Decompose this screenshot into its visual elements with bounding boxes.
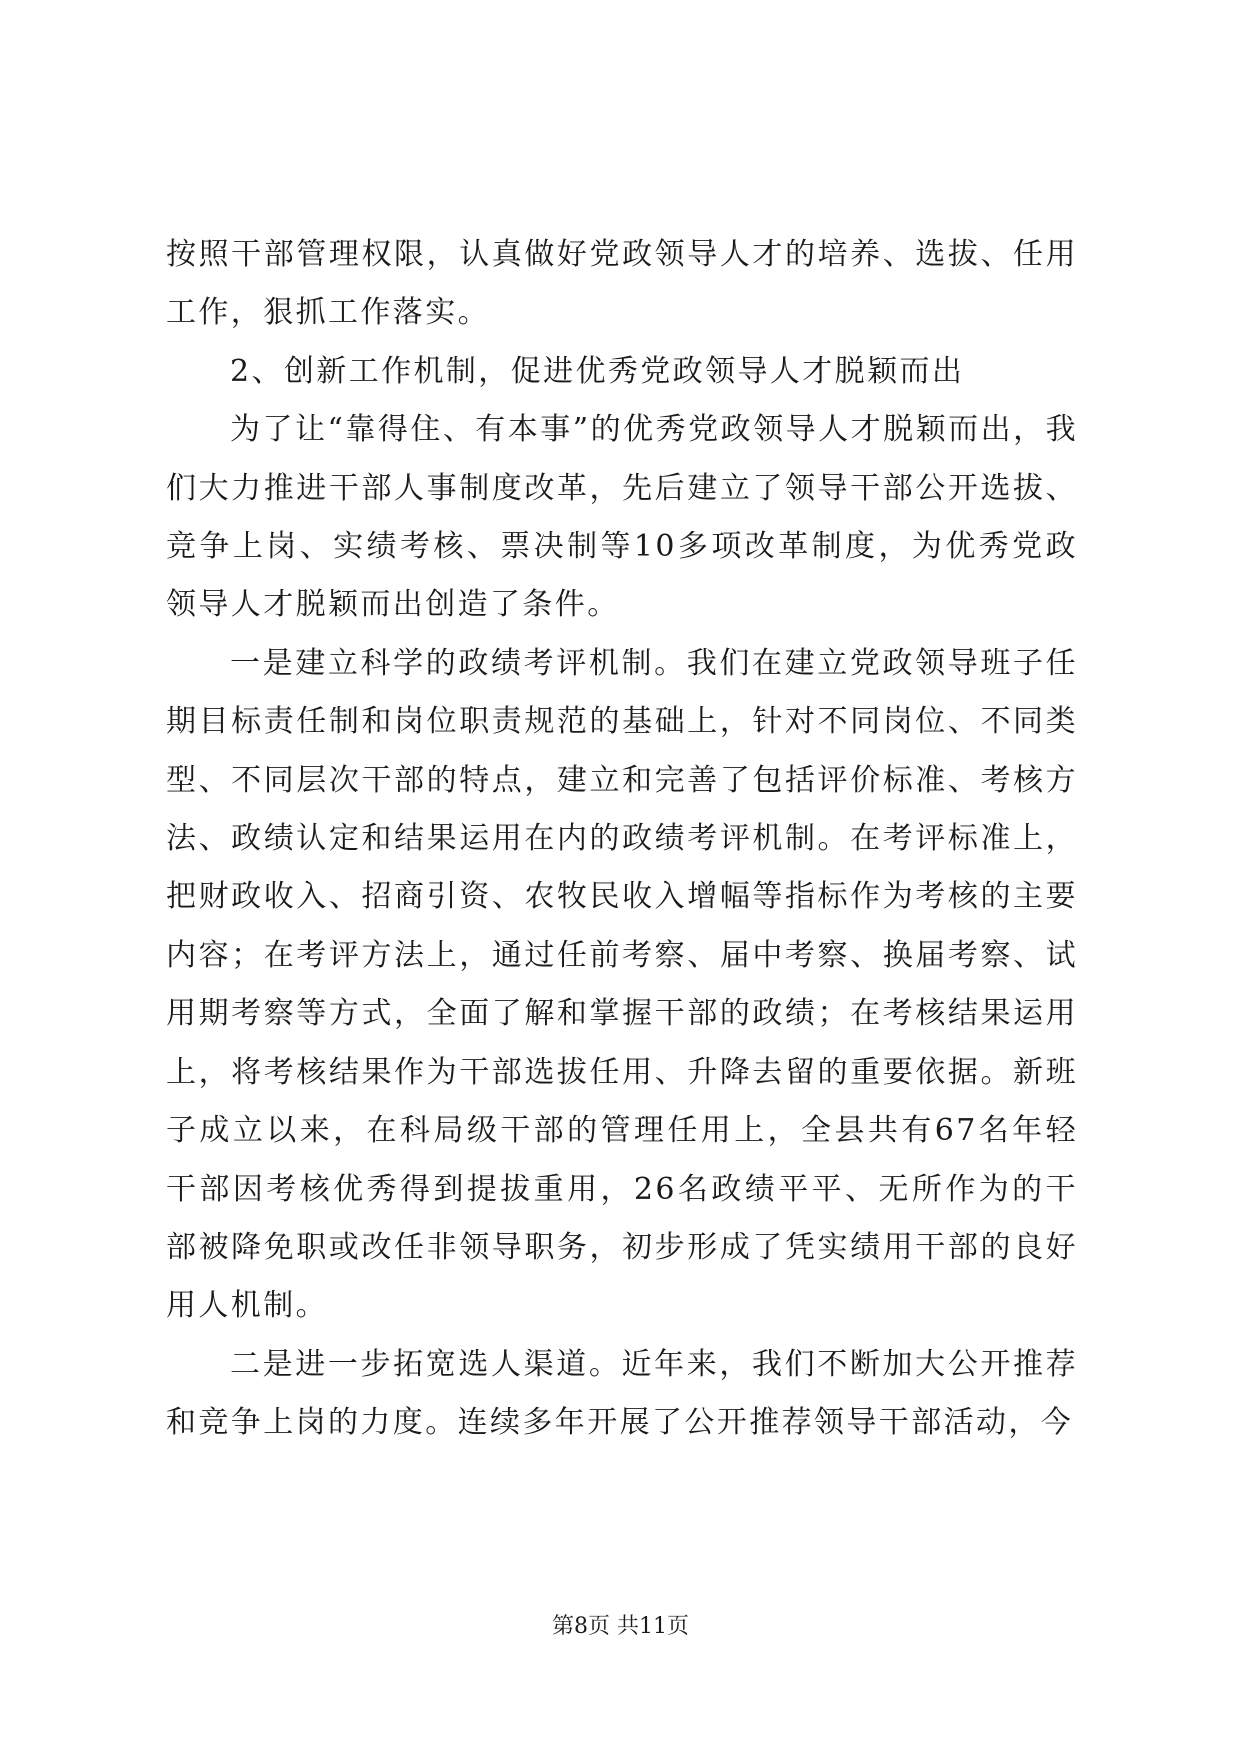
- section-heading: 2、创新工作机制，促进优秀党政领导人才脱颖而出: [230, 353, 965, 389]
- paragraph-performance-evaluation: 一是建立科学的政绩考评机制。我们在建立党政领导班子任期目标责任制和岗位职责规范的基础上，针对不同岗位、不同类型、不同层次干部的特点，建立和完善了包括评价标准、考核方法、政绩认定和结果运用在内的政绩考评机制。在考评标准上，把财政收入、招商引资、农牧民收入增幅等指标作为考核的主要内容；在考评方法上，通过任前考察、届中考察、换届考察、试用期考察等方式，全面了解和掌握干部的政绩；在考核结果运用上，将考核结果作为干部选拔任用、升降去留的重要依据。新班子成立以来，在科局级干部的管理任用上，全县共有67名年轻干部因考核优秀得到提拔重用，26名政绩平平、无所作为的干部被降免职或改任非领导职务，初步形成了凭实绩用干部的良好用人机制。: [166, 645, 1078, 1324]
- paragraph-continuation: 按照干部管理权限，认真做好党政领导人才的培养、选拔、任用工作，狠抓工作落实。: [166, 237, 1078, 331]
- page-number: 第8页 共11页: [552, 1614, 689, 1639]
- document-body: [166, 226, 1078, 1453]
- page-footer: [0, 1612, 1241, 1642]
- paragraph-selection-channels: 二是进一步拓宽选人渠道。近年来，我们不断加大公开推荐和竞争上岗的力度。连续多年开展了公开推荐领导干部活动，今: [166, 1346, 1078, 1441]
- paragraph-intro: 为了让“靠得住、有本事”的优秀党政领导人才脱颖而出，我们大力推进干部人事制度改革，先后建立了领导干部公开选拔、竞争上岗、实绩考核、票决制等10多项改革制度，为优秀党政领导人才脱颖而出创造了条件。: [166, 412, 1078, 623]
